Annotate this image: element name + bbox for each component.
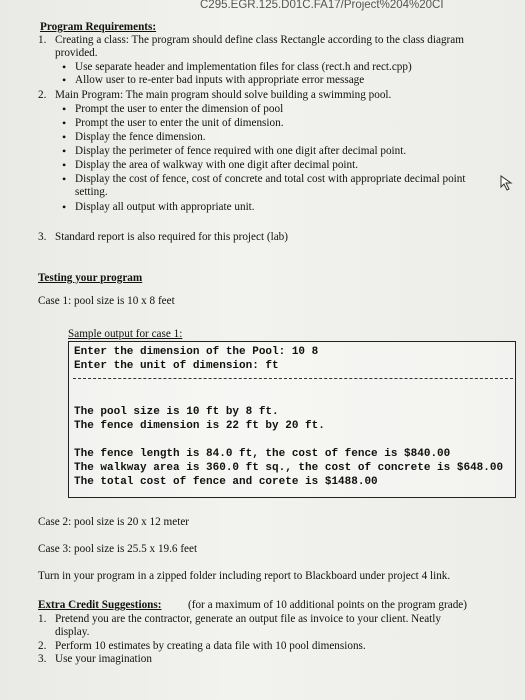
item1-text: Creating a class: The program should define class Rectangle according to the class diagram (55, 34, 464, 46)
extra-item-number: 2. (38, 640, 47, 652)
item1-bullet: Use separate header and implementation files for class (rect.h and rect.cpp) (75, 61, 412, 73)
output-line: Enter the dimension of the Pool: 10 8 (74, 346, 319, 358)
bullet-icon: • (62, 200, 67, 214)
output-line: The fence length is 84.0 ft, the cost of fence is $840.00 (74, 448, 451, 460)
output-line: Enter the unit of dimension: ft (74, 360, 279, 372)
output-line: The walkway area is 360.0 ft sq., the cost of concrete is $648.00 (74, 462, 504, 474)
url-fragment: C295.EGR.125.D01C.FA17/Project%204%20CI (200, 0, 444, 11)
item2-bullet: Display the cost of fence, cost of concrete and total cost with appropriate decimal point (75, 173, 466, 185)
extra-credit-note: (for a maximum of 10 additional points on the program grade) (188, 599, 467, 611)
bullet-icon: • (62, 60, 67, 74)
case1-text: Case 1: pool size is 10 x 8 feet (38, 295, 175, 307)
bullet-icon: • (62, 172, 67, 186)
bullet-icon: • (62, 73, 67, 87)
item2-bullet: Prompt the user to enter the dimension of pool (75, 103, 284, 115)
output-line: The pool size is 10 ft by 8 ft. (74, 406, 279, 418)
sample-output-label: Sample output for case 1: (68, 328, 183, 340)
turn-in-text: Turn in your program in a zipped folder including report to Blackboard under project 4 link. (38, 570, 451, 582)
item1-number: 1. (38, 34, 47, 46)
testing-heading: Testing your program (38, 272, 143, 284)
item3-number: 3. (38, 231, 47, 243)
extra-item-number: 1. (38, 613, 47, 625)
bullet-icon: • (62, 102, 67, 116)
bullet-icon: • (62, 130, 67, 144)
case3-text: Case 3: pool size is 25.5 x 19.6 feet (38, 543, 198, 555)
extra-item-text: Pretend you are the contractor, generate an output file as invoice to your client. Neatly (55, 613, 441, 625)
item2-bullet: Display the perimeter of fence required with one digit after decimal point. (75, 145, 407, 157)
output-line: The fence dimension is 22 ft by 20 ft. (74, 420, 325, 432)
sample-output-box (68, 341, 516, 498)
item1-bullet: Allow user to re-enter bad inputs with appropriate error message (75, 74, 365, 86)
item2-bullet: Display the area of walkway with one digit after decimal point. (75, 159, 359, 171)
item2-text: Main Program: The main program should solve building a swimming pool. (55, 89, 392, 101)
bullet-icon: • (62, 144, 67, 158)
bullet-icon: • (62, 116, 67, 130)
item2-number: 2. (38, 89, 47, 101)
mouse-cursor-icon (500, 175, 514, 191)
item2-bullet: Prompt the user to enter the unit of dimension. (75, 117, 284, 129)
extra-item-number: 3. (38, 653, 47, 665)
item3-text: Standard report is also required for this project (lab) (55, 231, 288, 243)
output-line: The total cost of fence and corete is $1488.00 (74, 476, 378, 488)
item2-bullet: Display the fence dimension. (75, 131, 206, 143)
program-requirements-heading: Program Requirements: (40, 21, 157, 33)
dashed-divider (73, 378, 513, 379)
extra-credit-heading: Extra Credit Suggestions: (38, 599, 162, 611)
item1-continuation: provided. (55, 47, 98, 59)
extra-item-text: Perform 10 estimates by creating a data file with 10 pool dimensions. (55, 640, 366, 652)
item2-bullet: Display all output with appropriate unit. (75, 201, 255, 213)
extra-item-text: Use your imagination (55, 653, 152, 665)
case2-text: Case 2: pool size is 20 x 12 meter (38, 516, 190, 528)
bullet-icon: • (62, 158, 67, 172)
extra-item-continuation: display. (55, 626, 90, 638)
item2-bullet-continuation: setting. (75, 186, 108, 198)
